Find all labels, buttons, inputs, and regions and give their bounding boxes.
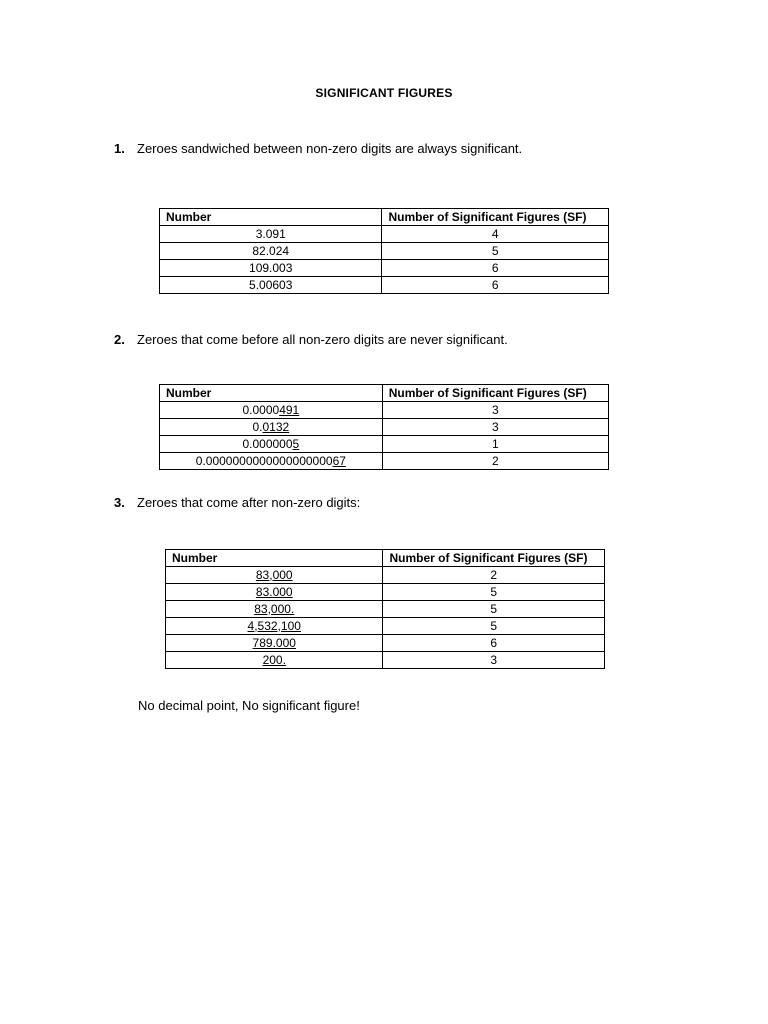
sf-cell: 5 — [383, 601, 605, 618]
rule-text: Zeroes that come after non-zero digits: — [137, 495, 361, 510]
sf-cell: 3 — [383, 652, 605, 669]
number-cell: 109.003 — [160, 260, 382, 277]
sf-table-1 — [159, 208, 609, 294]
sf-cell: 6 — [383, 635, 605, 652]
table-row — [160, 402, 609, 419]
number-cell: 5.00603 — [160, 277, 382, 294]
table-row — [160, 226, 609, 243]
number-cell: 3.091 — [160, 226, 382, 243]
rule-1 — [114, 141, 522, 156]
table-row — [166, 652, 605, 669]
table-row — [166, 567, 605, 584]
rule-number: 3. — [114, 495, 125, 510]
sf-cell: 5 — [383, 618, 605, 635]
table-row — [160, 419, 609, 436]
header-number: Number — [166, 550, 383, 567]
sf-cell: 2 — [383, 567, 605, 584]
note-text: No decimal point, No significant figure! — [138, 698, 360, 713]
rule-text: Zeroes that come before all non-zero digits are never significant. — [137, 332, 508, 347]
rule-3 — [114, 495, 360, 510]
sf-cell: 1 — [382, 436, 608, 453]
number-cell: 83.000 — [166, 584, 383, 601]
table-row — [160, 260, 609, 277]
page-title: SIGNIFICANT FIGURES — [315, 86, 453, 100]
number-cell: 0.000000000000000000067 — [160, 453, 383, 470]
number-cell: 200. — [166, 652, 383, 669]
header-number: Number — [160, 209, 382, 226]
table-row — [166, 584, 605, 601]
table-row — [160, 453, 609, 470]
sf-cell: 2 — [382, 453, 608, 470]
sf-table-2 — [159, 384, 609, 470]
sf-cell: 5 — [383, 584, 605, 601]
table-row — [166, 635, 605, 652]
header-sf: Number of Significant Figures (SF) — [382, 385, 608, 402]
sf-table-3 — [165, 549, 605, 669]
sf-cell: 6 — [382, 277, 609, 294]
sf-cell: 3 — [382, 402, 608, 419]
number-cell: 0.0000491 — [160, 402, 383, 419]
table-header-row — [166, 550, 605, 567]
number-cell: 0.0000005 — [160, 436, 383, 453]
sf-cell: 5 — [382, 243, 609, 260]
sf-cell: 3 — [382, 419, 608, 436]
number-cell: 83,000 — [166, 567, 383, 584]
number-cell: 0.0132 — [160, 419, 383, 436]
sf-cell: 6 — [382, 260, 609, 277]
table-header-row — [160, 385, 609, 402]
number-cell: 789.000 — [166, 635, 383, 652]
rule-text: Zeroes sandwiched between non-zero digits are always significant. — [137, 141, 523, 156]
number-cell: 82.024 — [160, 243, 382, 260]
header-number: Number — [160, 385, 383, 402]
header-sf: Number of Significant Figures (SF) — [382, 209, 609, 226]
header-sf: Number of Significant Figures (SF) — [383, 550, 605, 567]
table-row — [160, 436, 609, 453]
table-row — [166, 601, 605, 618]
table-row — [160, 243, 609, 260]
table-header-row — [160, 209, 609, 226]
sf-cell: 4 — [382, 226, 609, 243]
rule-number: 1. — [114, 141, 125, 156]
table-row — [166, 618, 605, 635]
rule-2 — [114, 332, 508, 347]
number-cell: 4,532,100 — [166, 618, 383, 635]
number-cell: 83,000. — [166, 601, 383, 618]
rule-number: 2. — [114, 332, 125, 347]
table-row — [160, 277, 609, 294]
